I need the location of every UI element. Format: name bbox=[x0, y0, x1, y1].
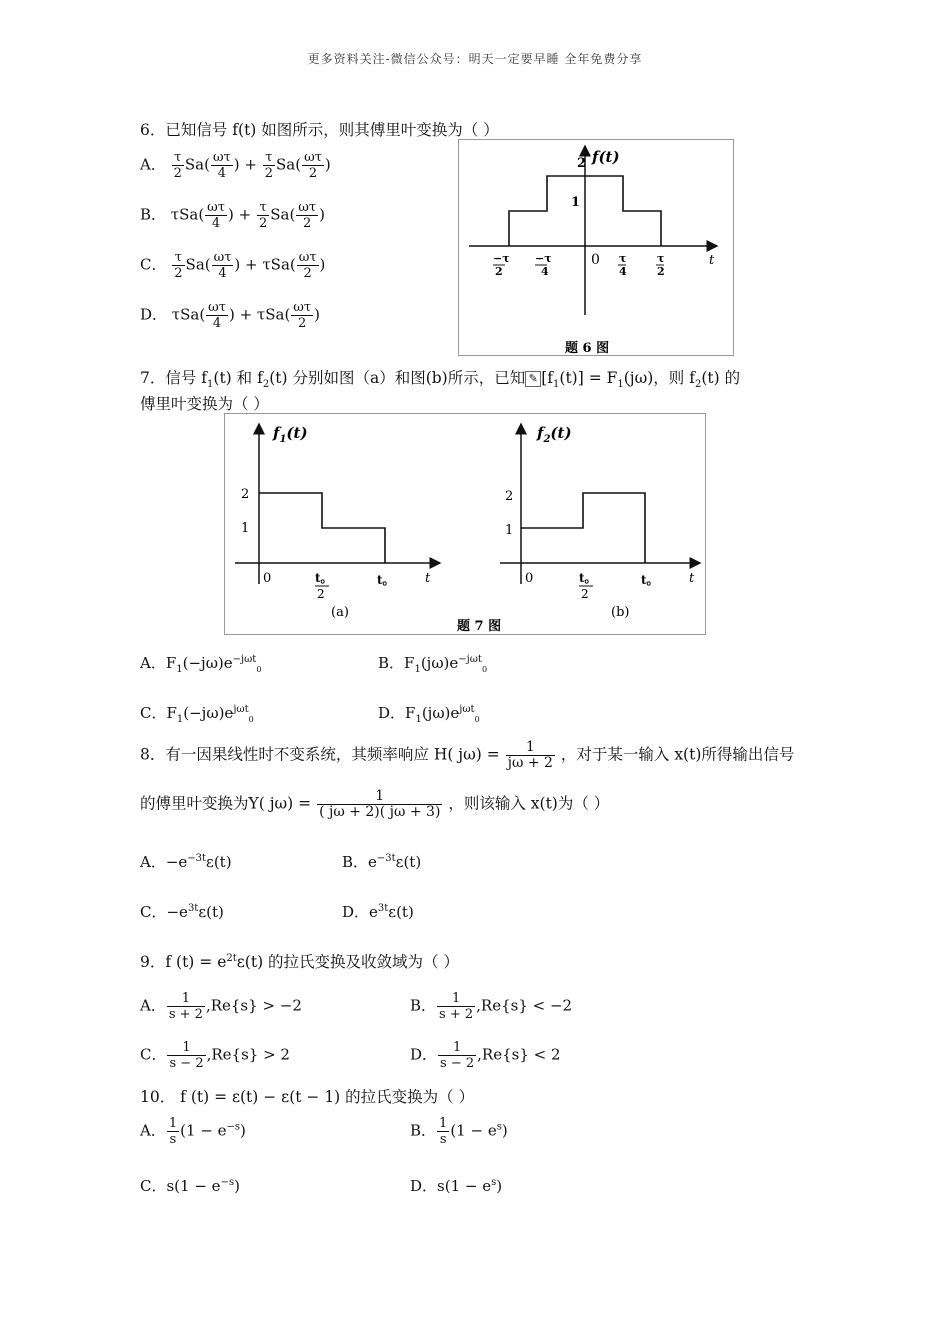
q10-stem: 10． f (t) = ε(t) − ε(t − 1) 的拉氏变换为（ ） bbox=[140, 1088, 475, 1106]
q10-option-d: D．$s(1 - e^s)$ bbox=[410, 1177, 503, 1195]
q6-b-label: B． bbox=[140, 205, 167, 224]
page-header: 更多资料关注-微信公众号：明天一定要早睡 全年免费分享 bbox=[307, 52, 643, 66]
q7a-title: $f_1(t)$ bbox=[273, 424, 308, 445]
q10-option-a: A． $\frac{1}{s}$ $(1 - e^{-s})$ bbox=[140, 1116, 246, 1147]
q8-option-b: B．$e^{-3t}\varepsilon(t)$ bbox=[342, 853, 422, 871]
q7b-y-tick-2: 2 bbox=[505, 489, 514, 504]
q7a-y-tick-2: 2 bbox=[241, 487, 250, 502]
q7a-tick-half-num: t。 bbox=[315, 571, 333, 585]
q6-option-c: C． $\frac{\tau}{2}$ Sa( $\frac{\omega\tau}{4}$ ) + τSa( $\frac{\omega\tau}{2}$ ) bbox=[140, 250, 326, 281]
q7b-tick-t0: t。 bbox=[641, 573, 659, 587]
q6-fig-title: f(t) bbox=[592, 148, 620, 166]
q7a-tick-half-den: 2 bbox=[317, 587, 325, 601]
q8-option-c: C．$-e^{3t}\varepsilon(t)$ bbox=[140, 903, 224, 921]
q6-option-a: A． $\frac{\tau}{2}$ Sa( $\frac{\omega\tau}{4}$ ) + $\frac{\tau}{2}$ Sa( $\frac{\omega\tau}{2}$ ) bbox=[140, 150, 331, 181]
q7a-y-tick-1: 1 bbox=[241, 521, 250, 536]
q7a-x-tick-0: 0 bbox=[263, 571, 272, 586]
q8-stem-line2: 的傅里叶变换为Y( jω) = $\frac{1}{( j\omega + 2)( j\omega + 3)}$ ，则该输入 x(t)为（ ） bbox=[140, 788, 610, 820]
q7b-sublabel: (b) bbox=[611, 605, 630, 620]
q6-y-tick-1: 1 bbox=[571, 195, 581, 210]
q7-fig-caption: 题 7 图 bbox=[457, 619, 502, 634]
q7-stem-line2: 傅里叶变换为（ ） bbox=[140, 395, 269, 413]
q7-option-b: B．$F_1(j\omega)e^{-j\omega t}_0$ bbox=[378, 654, 488, 675]
q6-a-label: A． bbox=[140, 155, 166, 174]
q7b-x-tick-0: 0 bbox=[525, 571, 534, 586]
q7-option-a: A．$F_1(-j\omega)e^{-j\omega t}_0$ bbox=[140, 654, 262, 675]
fourier-operator-icon: ✎ bbox=[525, 371, 541, 387]
q6-stem: 6．已知信号 f(t) 如图所示，则其傅里叶变换为（ ） bbox=[140, 121, 499, 139]
q6-option-d: D． τSa( $\frac{\omega\tau}{4}$ ) + τSa( $\frac{\omega\tau}{2}$ ) bbox=[140, 300, 320, 331]
q7a-sublabel: (a) bbox=[331, 605, 349, 620]
q9-option-b: B． $\frac{1}{s + 2}$ ,Re{s} < −2 bbox=[410, 991, 573, 1022]
q6-chart bbox=[459, 140, 733, 355]
q8-stem-line1: 8．有一因果线性时不变系统，其频率响应 H( jω) = $\frac{1}{j\omega + 2}$ ，对于某一输入 x(t)所得输出信号 bbox=[140, 739, 795, 771]
q6-option-b: B． τSa( $\frac{\omega\tau}{4}$ ) + $\frac{\tau}{2}$ Sa( $\frac{\omega\tau}{2}$ ) bbox=[140, 200, 325, 231]
q9-stem: 9．f $(t) = e^{2t}\varepsilon(t)$ 的拉氏变换及收敛域为（ ） bbox=[140, 952, 459, 971]
q6-tick-half-den: 2 bbox=[657, 265, 665, 278]
q6-x-ticks bbox=[493, 252, 665, 278]
q7b-signal-curve bbox=[521, 493, 645, 563]
q9-option-c: C． $\frac{1}{s - 2}$ ,Re{s} > 2 bbox=[140, 1040, 290, 1071]
q8-option-a: A．$-e^{-3t}\varepsilon(t)$ bbox=[140, 853, 232, 871]
q7-chart bbox=[225, 414, 705, 634]
q6-tick-neg-half-num: −τ bbox=[493, 252, 510, 265]
q6-y-tick-2: 2 bbox=[577, 156, 587, 171]
q10-option-c: C．$s(1 - e^{-s})$ bbox=[140, 1177, 240, 1195]
q6-x-tick-0: 0 bbox=[591, 252, 600, 268]
q6-tick-half-num: τ bbox=[657, 252, 665, 265]
q7b-tick-half-num: t。 bbox=[579, 571, 597, 585]
q6-figure bbox=[458, 139, 734, 356]
q7a-x-label: t bbox=[425, 571, 431, 586]
q7-option-d: D．$F_1(j\omega)e^{j\omega t}_0$ bbox=[378, 704, 480, 725]
q6-d-label: D． bbox=[140, 305, 168, 324]
q7b-y-tick-1: 1 bbox=[505, 523, 514, 538]
q7-figure bbox=[224, 413, 706, 635]
q6-x-label: t bbox=[709, 253, 715, 268]
q6-c-label: C． bbox=[140, 255, 167, 274]
q10-option-b: B． $\frac{1}{s}$ $(1 - e^s)$ bbox=[410, 1116, 508, 1147]
q6-tick-quarter-num: τ bbox=[619, 252, 627, 265]
q7a-tick-t0: t。 bbox=[377, 573, 395, 587]
q6-tick-quarter-den: 4 bbox=[619, 265, 627, 278]
q7-option-c: C．$F_1(-j\omega)e^{j\omega t}_0$ bbox=[140, 704, 254, 725]
q6-fig-caption: 题 6 图 bbox=[565, 341, 610, 355]
q7-stem: 7．信号 $f_1(t)$ 和 $f_2(t)$ 分别如图（a）和图(b)所示，已知 ✎ $[f_1(t)] = F_1(j\omega)$，则 $f_2(t)$ 的 bbox=[140, 369, 741, 391]
q8-option-d: D．$e^{3t}\varepsilon(t)$ bbox=[342, 903, 414, 921]
q7b-title: $f_2(t)$ bbox=[537, 424, 572, 445]
q7b-x-label: t bbox=[689, 571, 695, 586]
q6-tick-neg-half-den: 2 bbox=[495, 265, 503, 278]
q7b-tick-half-den: 2 bbox=[581, 587, 589, 601]
q6-tick-neg-quarter-den: 4 bbox=[541, 265, 549, 278]
q6-tick-neg-quarter-num: −τ bbox=[535, 252, 552, 265]
q9-option-d: D． $\frac{1}{s - 2}$ ,Re{s} < 2 bbox=[410, 1040, 561, 1071]
q7a-signal-curve bbox=[259, 493, 385, 563]
q9-option-a: A． $\frac{1}{s + 2}$ ,Re{s} > −2 bbox=[140, 991, 302, 1022]
